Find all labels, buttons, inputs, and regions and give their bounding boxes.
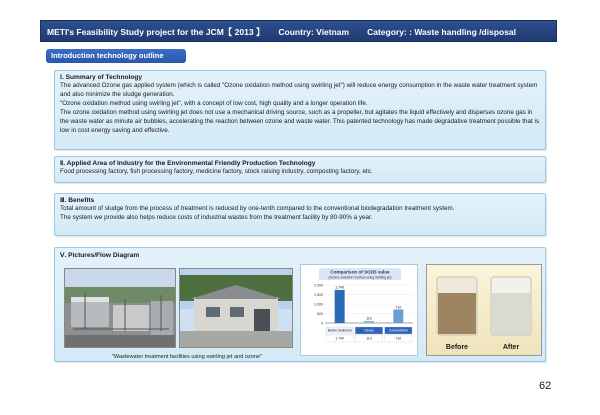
header-category: Category: : Waste handling /disposal — [367, 27, 517, 37]
chart-table-value: 710 — [395, 336, 402, 341]
summary-heading: Ⅰ. Summary of Technology — [60, 74, 143, 81]
benefits-paragraph-1: Total amount of sludge from the process of treatment is reduced by one-tenth compared to the conventional biodegradation treatment system. — [60, 205, 455, 212]
page-number: 62 — [539, 380, 552, 392]
benefits-box — [54, 193, 546, 236]
summary-paragraph-1: The advanced Ozone gas applied system (which is called "Ozone oxidation method using swirling jet") will reduce energy consumption in the waste water treatment system and also minimize the sludge generation. — [60, 82, 538, 98]
chart-ytick-label: 500 — [317, 311, 323, 316]
facility-photo-building — [179, 268, 293, 348]
chart-ytick-label: 0 — [321, 321, 323, 326]
summary-paragraph-2: "Ozone oxidation method using swirling jet", with a concept of low cost, high quality and a longer operation life. — [60, 99, 368, 107]
before-after-photo — [426, 264, 542, 356]
chart-data-label: 1,740 — [335, 285, 345, 290]
applied-area-box — [54, 156, 546, 183]
photos-caption: "Wastewater treatment facilities using swirling jet and ozone" — [111, 354, 263, 360]
chart-category-label: Conventional — [389, 328, 408, 333]
header-country: Country: Vietnam — [278, 27, 350, 37]
benefits-paragraph-2: The system we provide also helps reduce costs of industrial wastes from the treatment facility by 80-90% a year. — [60, 213, 373, 221]
after-label: After — [502, 344, 520, 351]
chart-data-label: 110 — [366, 316, 372, 321]
header-project: METI's Feasibility Study project for the JCM【 2013 】 — [47, 27, 265, 37]
applied-area-heading: Ⅱ. Applied Area of Industry for the Environmental Friendly Production Technology — [60, 160, 316, 167]
facility-photo-tanks — [64, 268, 176, 348]
chart-bar — [335, 290, 345, 323]
page-header — [40, 20, 557, 42]
chart-category-label: Ozone — [364, 328, 374, 333]
chart-ytick-label: 1,000 — [314, 302, 323, 307]
summary-box — [54, 70, 546, 150]
chart-table-value: 110 — [366, 336, 372, 341]
chart-bar — [393, 310, 403, 323]
before-label: Before — [445, 344, 469, 351]
chart-ytick-label: 2,000 — [314, 283, 323, 288]
summary-paragraph-3: The ozone oxidation method using swirling jet does not use a mechanical driving source, such as a propeller, but agitates the liquid effectively and disperses ozone gas in the waste water as minute air bubbles, accelerating the reaction between ozone and waste water. This patented technology has made degradative treatment possible that is low in cost energy saving and effective. — [60, 108, 540, 134]
section-title: Introduction technology outline — [46, 49, 186, 63]
chart-category-label: Before treatment — [327, 328, 352, 333]
pictures-heading: Ⅴ. Pictures/Flow Diagram — [60, 252, 140, 259]
applied-area-text: Food processing factory, fish processing factory, medicine factory, stock raising industry, composting factory, etc. — [60, 168, 373, 175]
chart-bar — [364, 321, 374, 323]
benefits-heading: Ⅲ. Benefits — [60, 197, 95, 204]
chart-title: Comparison of SOD5 value — [330, 269, 390, 275]
chart-subtitle: (Ozone oxidation method using swirling jet) — [328, 275, 392, 280]
chart-data-label: 710 — [395, 305, 402, 310]
chart-table-value: 1,740 — [335, 336, 344, 341]
sod5-comparison-chart — [300, 264, 418, 356]
chart-ytick-label: 1,500 — [314, 292, 323, 297]
